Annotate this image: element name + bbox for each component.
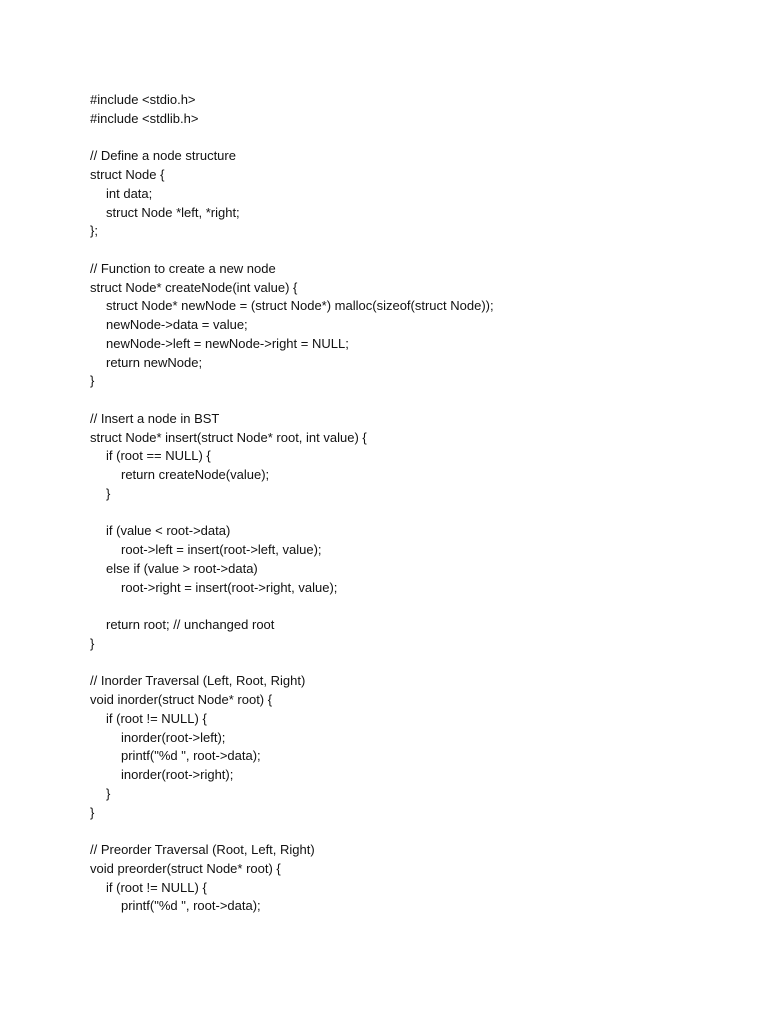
code-line: #include <stdlib.h>	[90, 110, 199, 126]
code-line: int data;	[106, 185, 153, 201]
code-line: root->right = insert(root->right, value);	[121, 579, 338, 595]
code-line: return createNode(value);	[121, 467, 270, 482]
code-line: struct Node* insert(struct Node* root, int value) {	[90, 429, 367, 445]
code-line: }	[90, 373, 95, 389]
code-line: return root; // unchanged root	[106, 617, 275, 632]
code-line: }	[106, 785, 111, 801]
blank-line	[90, 241, 750, 260]
blank-line	[90, 391, 750, 410]
blank-line	[90, 597, 750, 616]
code-line: if (root == NULL) {	[106, 448, 211, 464]
code-line: }	[90, 804, 95, 820]
code-line: struct Node *left, *right;	[106, 204, 240, 220]
code-line: newNode->left = newNode->right = NULL;	[106, 335, 349, 351]
code-line: struct Node* createNode(int value) {	[90, 279, 298, 295]
code-line: newNode->data = value;	[106, 317, 248, 332]
code-line: root->left = insert(root->left, value);	[121, 542, 322, 557]
code-line: return newNode;	[106, 354, 203, 370]
code-line: struct Node {	[90, 167, 165, 182]
code-listing	[90, 91, 750, 916]
comment-line: // Insert a node in BST	[90, 410, 220, 426]
code-line: if (value < root->data)	[106, 523, 231, 539]
code-line: if (root != NULL) {	[106, 879, 207, 895]
comment-line: // Inorder Traversal (Left, Root, Right)	[90, 673, 306, 689]
code-line: inorder(root->left);	[121, 729, 226, 745]
code-line: };	[90, 223, 98, 239]
code-line: if (root != NULL) {	[106, 710, 207, 726]
blank-line	[90, 504, 750, 523]
blank-line	[90, 129, 750, 148]
comment-line: // Function to create a new node	[90, 260, 276, 276]
code-line: else if (value > root->data)	[106, 560, 258, 576]
code-line: }	[90, 635, 95, 651]
blank-line	[90, 822, 750, 841]
comment-line: // Preorder Traversal (Root, Left, Right)	[90, 842, 315, 857]
comment-line: // Define a node structure	[90, 148, 236, 164]
code-line: #include <stdio.h>	[90, 92, 196, 107]
code-line: }	[106, 485, 111, 501]
code-line: printf("%d ", root->data);	[121, 748, 261, 764]
code-line: inorder(root->right);	[121, 767, 234, 782]
code-line: void inorder(struct Node* root) {	[90, 692, 273, 707]
code-line: struct Node* newNode = (struct Node*) malloc(sizeof(struct Node));	[106, 298, 494, 314]
blank-line	[90, 654, 750, 673]
code-line: void preorder(struct Node* root) {	[90, 860, 281, 876]
code-line: printf("%d ", root->data);	[121, 898, 261, 914]
